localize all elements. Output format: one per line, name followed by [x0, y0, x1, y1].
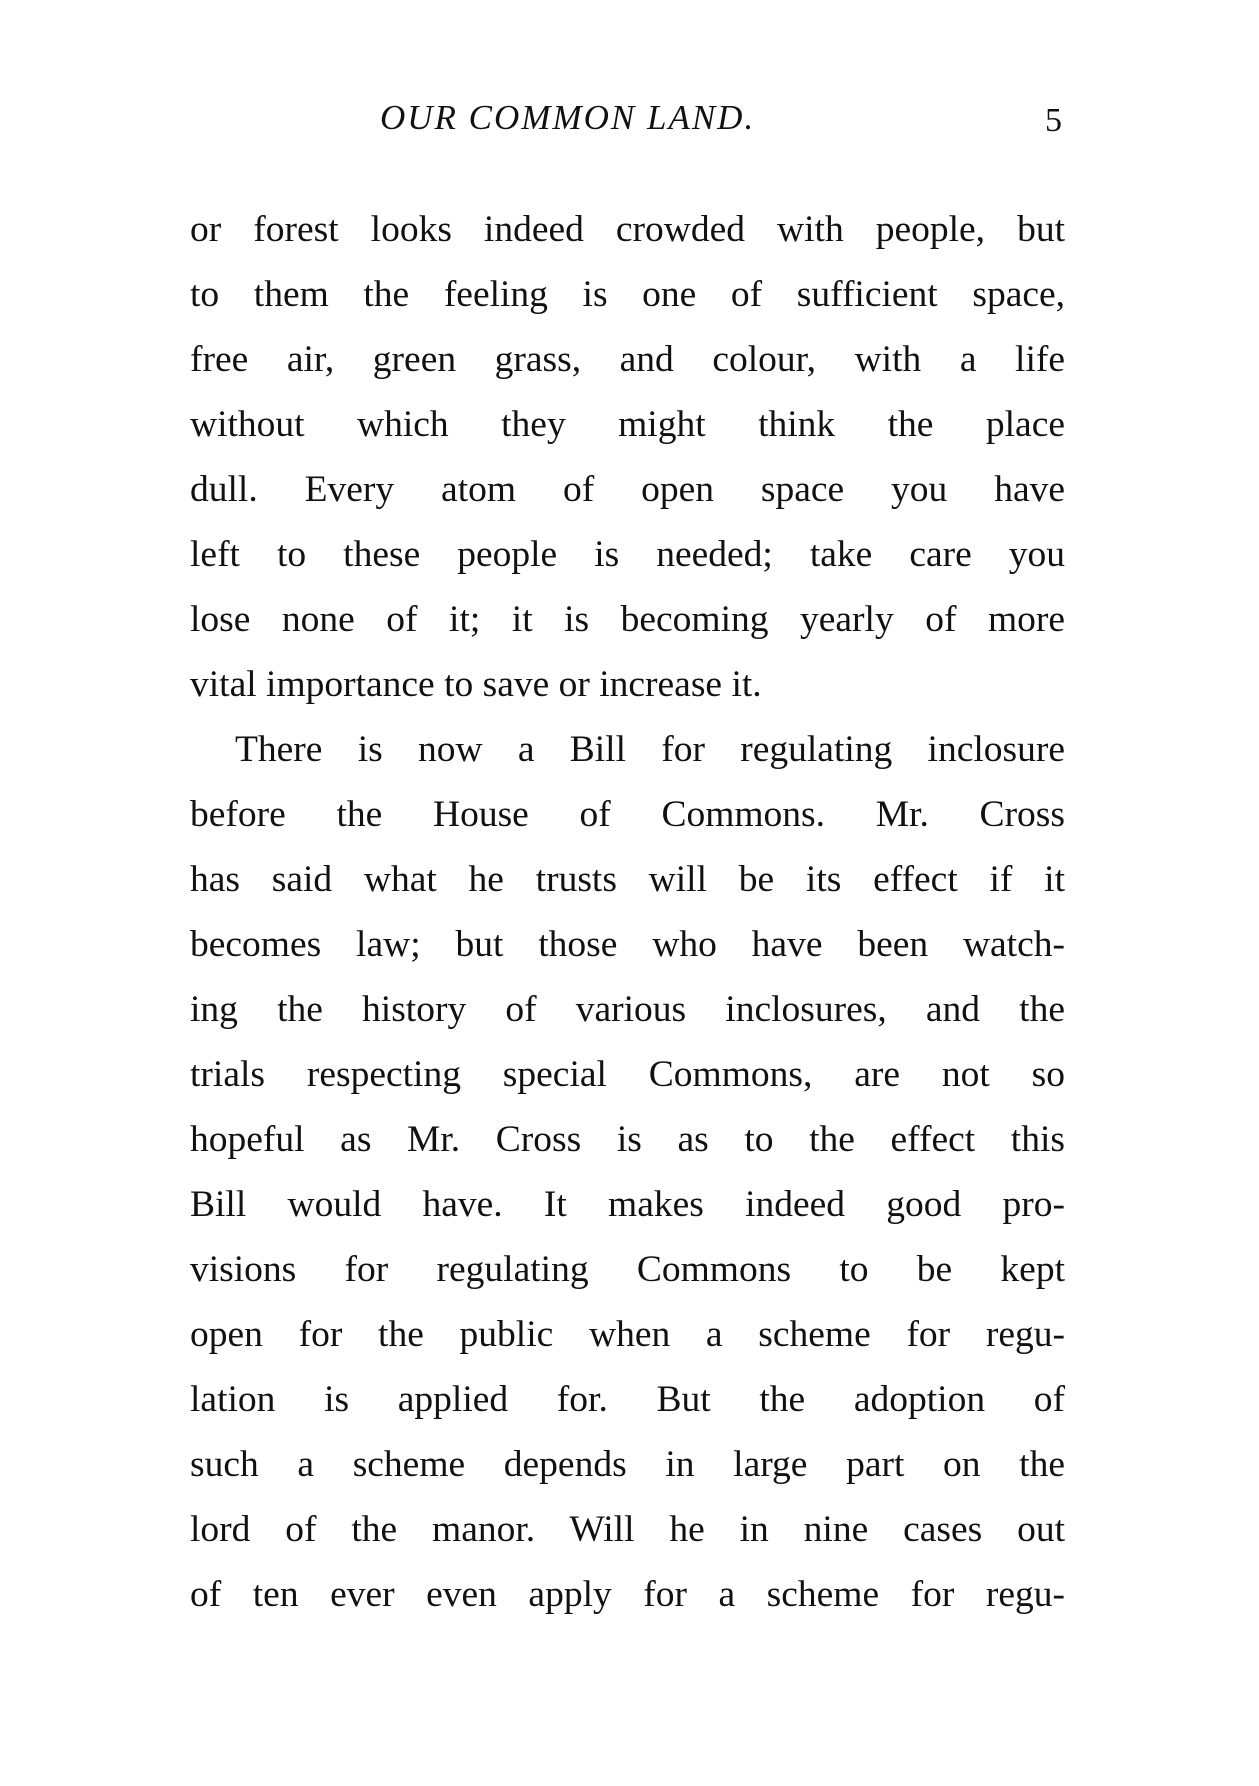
paragraph-1 — [190, 205, 1065, 725]
text-line: before the House of Commons. Mr. Cross — [190, 794, 1065, 835]
body-text — [190, 205, 1065, 1635]
text-line: free air, green grass, and colour, with a life — [190, 339, 1065, 380]
text-line: hopeful as Mr. Cross is as to the effect this — [190, 1119, 1065, 1160]
text-line: vital importance to save or increase it. — [190, 664, 762, 705]
text-line: such a scheme depends in large part on the — [190, 1444, 1065, 1485]
text-line: becomes law; but those who have been watch- — [190, 924, 1065, 965]
text-line: to them the feeling is one of sufficient space, — [190, 274, 1065, 315]
text-line: or forest looks indeed crowded with people, but — [190, 209, 1065, 250]
text-line: open for the public when a scheme for regu- — [190, 1314, 1065, 1355]
running-title: OUR COMMON LAND. — [380, 98, 756, 137]
text-line: Bill would have. It makes indeed good pro- — [190, 1184, 1065, 1225]
text-line: dull. Every atom of open space you have — [190, 469, 1065, 510]
text-line: left to these people is needed; take care you — [190, 534, 1065, 575]
text-line: lord of the manor. Will he in nine cases out — [190, 1509, 1065, 1550]
text-line: lose none of it; it is becoming yearly of more — [190, 599, 1065, 640]
text-line: ing the history of various inclosures, and the — [190, 989, 1065, 1030]
text-line: visions for regulating Commons to be kept — [190, 1249, 1065, 1290]
text-line: without which they might think the place — [190, 404, 1065, 445]
text-line: trials respecting special Commons, are not so — [190, 1054, 1065, 1095]
text-line: There is now a Bill for regulating inclosure — [235, 729, 1065, 770]
text-line: has said what he trusts will be its effect if it — [190, 859, 1065, 900]
running-header — [0, 98, 1259, 148]
text-line: lation is applied for. But the adoption of — [190, 1379, 1065, 1420]
page-number: 5 — [1045, 102, 1062, 139]
paragraph-2 — [190, 725, 1065, 1635]
text-line: of ten ever even apply for a scheme for regu- — [190, 1574, 1065, 1615]
